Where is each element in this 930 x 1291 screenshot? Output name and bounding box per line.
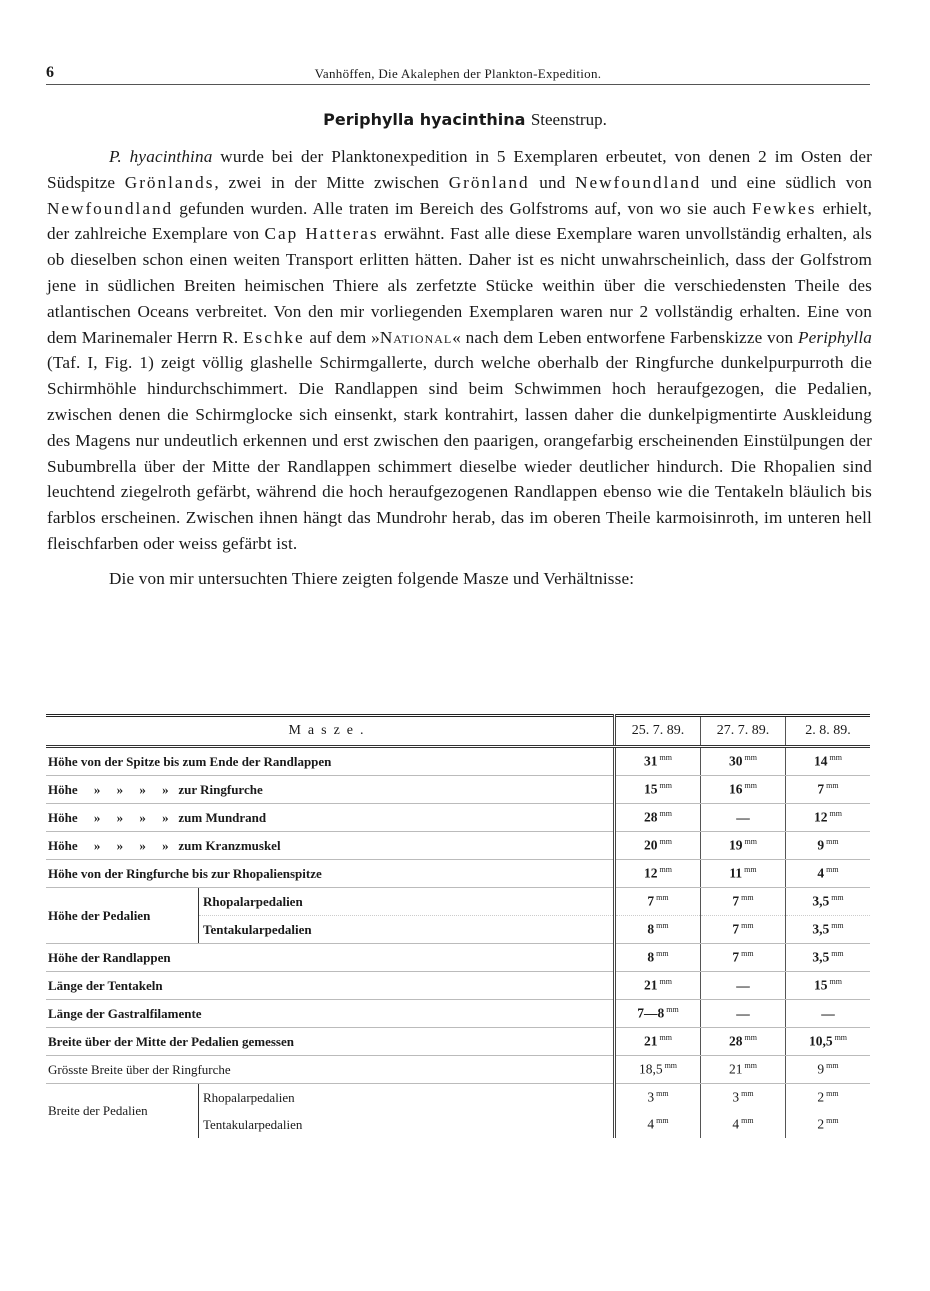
- row-label: Länge der Gastralfilamente: [46, 1000, 615, 1028]
- cell-value: 19 $^{mm}$: [701, 832, 786, 860]
- ship-name: National: [379, 327, 453, 347]
- cell-value: 4 $^{mm}$: [701, 1111, 786, 1138]
- table-row: [46, 1028, 870, 1056]
- text-span: Periphylla: [797, 327, 872, 347]
- running-head-title: Vanhöffen, Die Akalephen der Plankton-Expedition.: [314, 66, 602, 81]
- table-row: [46, 860, 870, 888]
- row-group-label: Höhe der Pedalien: [46, 888, 199, 944]
- table-row: [46, 1056, 870, 1084]
- table-row: [46, 1084, 870, 1112]
- header-date-2: 27. 7. 89.: [701, 716, 786, 747]
- cell-value: 21 $^{mm}$: [615, 1028, 701, 1056]
- cell-value: 7 $^{mm}$: [786, 776, 871, 804]
- row-label: Höhe von der Spitze bis zum Ende der Randlappen: [46, 747, 615, 776]
- cell-value: 9 $^{mm}$: [786, 1056, 871, 1084]
- row-label: Höhe der Randlappen: [46, 944, 615, 972]
- place-name: Newfoundland: [47, 198, 174, 218]
- cell-value: 2 $^{mm}$: [786, 1111, 871, 1138]
- cell-value: 7—8 $^{mm}$: [615, 1000, 701, 1028]
- cell-value: 10,5 $^{mm}$: [786, 1028, 871, 1056]
- species-name: Periphylla hyacinthina: [323, 110, 526, 129]
- paragraph-intro-table: Die von mir untersuchten Thiere zeigten folgende Masze und Verhältnisse:: [109, 568, 635, 588]
- paragraph-description: [47, 144, 872, 557]
- header-date-3: 2. 8. 89.: [786, 716, 871, 747]
- cell-value: 7 $^{mm}$: [701, 888, 786, 916]
- cell-value: 4 $^{mm}$: [615, 1111, 701, 1138]
- cell-value: 11 $^{mm}$: [701, 860, 786, 888]
- cell-value: 28 $^{mm}$: [701, 1028, 786, 1056]
- text-span: (Taf. I, Fig. 1) zeigt völlig glashelle Schirmgallerte, durch welche oberhalb der Ringfurche dunkelpurpurroth die Schirmhöhle hindurchschimmert. Die Randlappen sind beim Schwimmen hoch heraufgezogen, die Pedalien, zwischen denen die Schirmglocke sich einsenkt, stark kontrahirt, lassen daher die dunkelpigmentirte Auskleidung des Magens nur undeutlich erkennen und erst zwischen den paarigen, orangefarbig erscheinenden Einstülpungen der Subumbrella über der Mitte der Randlappen schimmert dieselbe wieder deutlicher hindurch. Die Rhopalien sind leuchtend ziegelroth gefärbt, während die hoch heraufgezogenen Randlappen ebenso wie die Tentakeln bläulich bis farblos erscheinen. Zwischen ihnen hängt das Mundrohr herab, das im oberen Theile karmoisinroth, im unteren hell fleischfarben oder weiss gefärbt ist.: [47, 353, 872, 553]
- cell-value: 9 $^{mm}$: [786, 832, 871, 860]
- text-span: « nach dem Leben entworfene Farbenskizze von: [452, 327, 798, 347]
- cell-value: 4 $^{mm}$: [786, 860, 871, 888]
- row-label: Grösste Breite über der Ringfurche: [46, 1056, 615, 1084]
- row-label: Höhe » » » » zum Kranzmuskel: [46, 832, 615, 860]
- cell-value: 7 $^{mm}$: [615, 888, 701, 916]
- cell-value: 21 $^{mm}$: [701, 1056, 786, 1084]
- place-name: Grönland: [448, 172, 530, 192]
- row-group-label: Breite der Pedalien: [48, 1103, 148, 1118]
- cell-value: 8 $^{mm}$: [615, 916, 701, 944]
- table-row: [46, 804, 870, 832]
- text-span: und: [529, 172, 576, 192]
- header-masze: Masze.: [46, 716, 615, 747]
- row-label: Höhe von der Ringfurche bis zur Rhopalienspitze: [46, 860, 615, 888]
- cell-value: 12 $^{mm}$: [786, 804, 871, 832]
- cell-value: —: [701, 1000, 786, 1028]
- cell-value: 30 $^{mm}$: [701, 747, 786, 776]
- table-header-row: [46, 716, 870, 747]
- cell-value: 16 $^{mm}$: [701, 776, 786, 804]
- row-label: Höhe » » » » zum Mundrand: [46, 804, 615, 832]
- text-span: erhielt, der zahlreiche Exemplare von: [47, 198, 872, 244]
- cell-value: 3,5 $^{mm}$: [786, 888, 871, 916]
- cell-value: 15 $^{mm}$: [786, 972, 871, 1000]
- text-span: P. hyacinthina: [109, 147, 213, 166]
- section-title: [0, 110, 930, 130]
- table-row: [46, 888, 870, 916]
- table-row: [46, 972, 870, 1000]
- table-row: [46, 747, 870, 776]
- row-label: Länge der Tentakeln: [46, 972, 615, 1000]
- cell-value: 20 $^{mm}$: [615, 832, 701, 860]
- table-row: [46, 832, 870, 860]
- cell-value: 3 $^{mm}$: [701, 1084, 786, 1112]
- cell-value: —: [786, 1000, 871, 1028]
- cell-value: 12 $^{mm}$: [615, 860, 701, 888]
- header-date-1: 25. 7. 89.: [615, 716, 701, 747]
- row-sub-label: Tentakularpedalien: [199, 916, 615, 944]
- cell-value: 3,5 $^{mm}$: [786, 916, 871, 944]
- cell-value: 8 $^{mm}$: [615, 944, 701, 972]
- text-span: und eine südlich von: [701, 172, 873, 192]
- text-span: gefunden wurden. Alle traten im Bereich des Golfstroms auf, von wo sie auch: [173, 198, 752, 218]
- cell-value: 15 $^{mm}$: [615, 776, 701, 804]
- table-row: [46, 944, 870, 972]
- species-author: Steenstrup.: [530, 110, 607, 129]
- text-span: auf dem »: [304, 327, 380, 347]
- place-name: Newfoundland: [575, 172, 702, 192]
- place-name: Grönlands: [124, 172, 215, 192]
- person-name: Eschke: [243, 327, 305, 347]
- text-span: , zwei in der Mitte zwischen: [214, 172, 449, 192]
- measurements-table: [46, 714, 870, 1138]
- place-name: Cap Hatteras: [264, 224, 379, 244]
- row-sub-label: Tentakularpedalien: [199, 1111, 615, 1138]
- table-row: [46, 776, 870, 804]
- cell-value: —: [701, 972, 786, 1000]
- cell-value: 31 $^{mm}$: [615, 747, 701, 776]
- cell-value: 2 $^{mm}$: [786, 1084, 871, 1112]
- cell-value: 18,5 $^{mm}$: [615, 1056, 701, 1084]
- measurements-grid: [46, 714, 870, 1138]
- cell-value: 3 $^{mm}$: [615, 1084, 701, 1112]
- page-number: 6: [46, 64, 54, 81]
- row-sub-label: Rhopalarpedalien: [199, 1084, 615, 1112]
- row-label: Breite über der Mitte der Pedalien gemessen: [46, 1028, 615, 1056]
- person-name: Fewkes: [751, 198, 817, 218]
- cell-value: —: [701, 804, 786, 832]
- cell-value: 21 $^{mm}$: [615, 972, 701, 1000]
- cell-value: 14 $^{mm}$: [786, 747, 871, 776]
- cell-value: 28 $^{mm}$: [615, 804, 701, 832]
- row-sub-label: Rhopalarpedalien: [199, 888, 615, 916]
- cell-value: 7 $^{mm}$: [701, 916, 786, 944]
- cell-value: 7 $^{mm}$: [701, 944, 786, 972]
- cell-value: 3,5 $^{mm}$: [786, 944, 871, 972]
- running-header: [46, 62, 870, 85]
- row-label: Höhe » » » » zur Ringfurche: [46, 776, 615, 804]
- text-span: wurde bei der Planktonexpedition in 5 Exemplaren erbeutet, von denen 2 im Osten der Südspitze: [47, 147, 873, 192]
- body-text: [47, 144, 872, 592]
- table-row: [46, 1000, 870, 1028]
- text-span: erwähnt. Fast alle diese Exemplare waren unvollständig erhalten, als ob dieselben schon einen weiten Transport erlitten hätten. Daher ist es nicht unwahrscheinlich, dass der Golfstrom jene in südlichen Breiten heimischen Thiere als zerfetzte Stücke weithin über die verschiedensten Theile des atlantischen Oceans verbreitet. Von den mir vorliegenden Exemplaren waren nur 2 vollständig erhalten. Eine von dem Marinemaler Herrn R.: [47, 224, 873, 347]
